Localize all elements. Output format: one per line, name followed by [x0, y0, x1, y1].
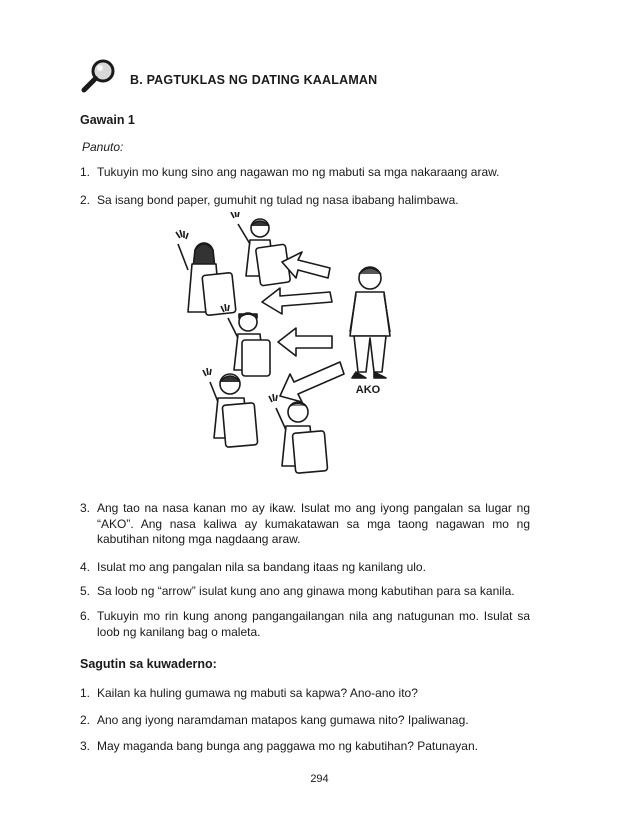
- person-figure: [176, 230, 236, 315]
- list-item: [80, 560, 530, 576]
- item-number: 2.: [80, 193, 91, 207]
- item-text: Sa loob ng “arrow” isulat kung ano ang ginawa mong kabutihan para sa kanila.: [97, 584, 515, 598]
- list-item: [80, 501, 530, 548]
- self-label: AKO: [355, 384, 381, 396]
- item-number: 1.: [80, 165, 91, 179]
- item-number: 2.: [80, 713, 91, 727]
- page-number: 294: [310, 773, 329, 785]
- section-title: B. PAGTUKLAS NG DATING KAALAMAN: [130, 73, 378, 87]
- activity-title: Gawain 1: [80, 113, 135, 127]
- list-item: [80, 609, 530, 640]
- list-item: [80, 193, 530, 209]
- item-text: May maganda bang bunga ang paggawa mo ng kabutihan? Patunayan.: [97, 739, 478, 753]
- item-number: 4.: [80, 560, 91, 574]
- person-figure: [221, 304, 270, 376]
- magnifier-icon: [80, 57, 118, 95]
- item-text: Tukuyin mo kung sino ang nagawan mo ng mabuti sa mga nakaraang araw.: [97, 165, 500, 179]
- item-number: 6.: [80, 609, 91, 623]
- item-text: Ano ang iyong naramdaman matapos kang gumawa nito? Ipaliwanag.: [97, 713, 469, 727]
- item-text: Isulat mo ang pangalan nila sa bandang itaas ng kanilang ulo.: [97, 560, 426, 574]
- item-text: Sa isang bond paper, gumuhit ng tulad ng nasa ibabang halimbawa.: [97, 193, 459, 207]
- person-figure: [269, 394, 328, 473]
- item-text: Kailan ka huling gumawa ng mabuti sa kapwa? Ano-ano ito?: [97, 686, 418, 700]
- arrow-shape: [280, 362, 344, 402]
- list-item: [80, 584, 530, 600]
- question-item: [80, 686, 530, 702]
- instructions-label: Panuto:: [82, 140, 124, 154]
- illustration-helped-people: [170, 212, 410, 477]
- arrow-shape: [262, 288, 332, 314]
- arrow-shape: [278, 328, 332, 356]
- person-figure: [203, 368, 258, 447]
- questions-title: Sagutin sa kuwaderno:: [80, 657, 217, 671]
- question-item: [80, 713, 530, 729]
- person-figure: [231, 212, 290, 286]
- item-number: 5.: [80, 584, 91, 598]
- item-number: 3.: [80, 501, 91, 515]
- list-item: [80, 165, 530, 181]
- self-figure: [350, 267, 390, 378]
- question-item: [80, 739, 530, 755]
- item-number: 3.: [80, 739, 91, 753]
- item-text: Ang tao na nasa kanan mo ay ikaw. Isulat mo ang iyong pangalan sa lugar ng “AKO”. Ang nasa kaliwa ay kumakatawan sa mga taong nagawan mo ng kabutihan nitong mga nagdaang araw.: [97, 501, 530, 546]
- item-text: Tukuyin mo rin kung anong pangangailangan nila ang natugunan mo. Isulat sa loob ng kanilang bag o maleta.: [97, 609, 530, 639]
- item-number: 1.: [80, 686, 91, 700]
